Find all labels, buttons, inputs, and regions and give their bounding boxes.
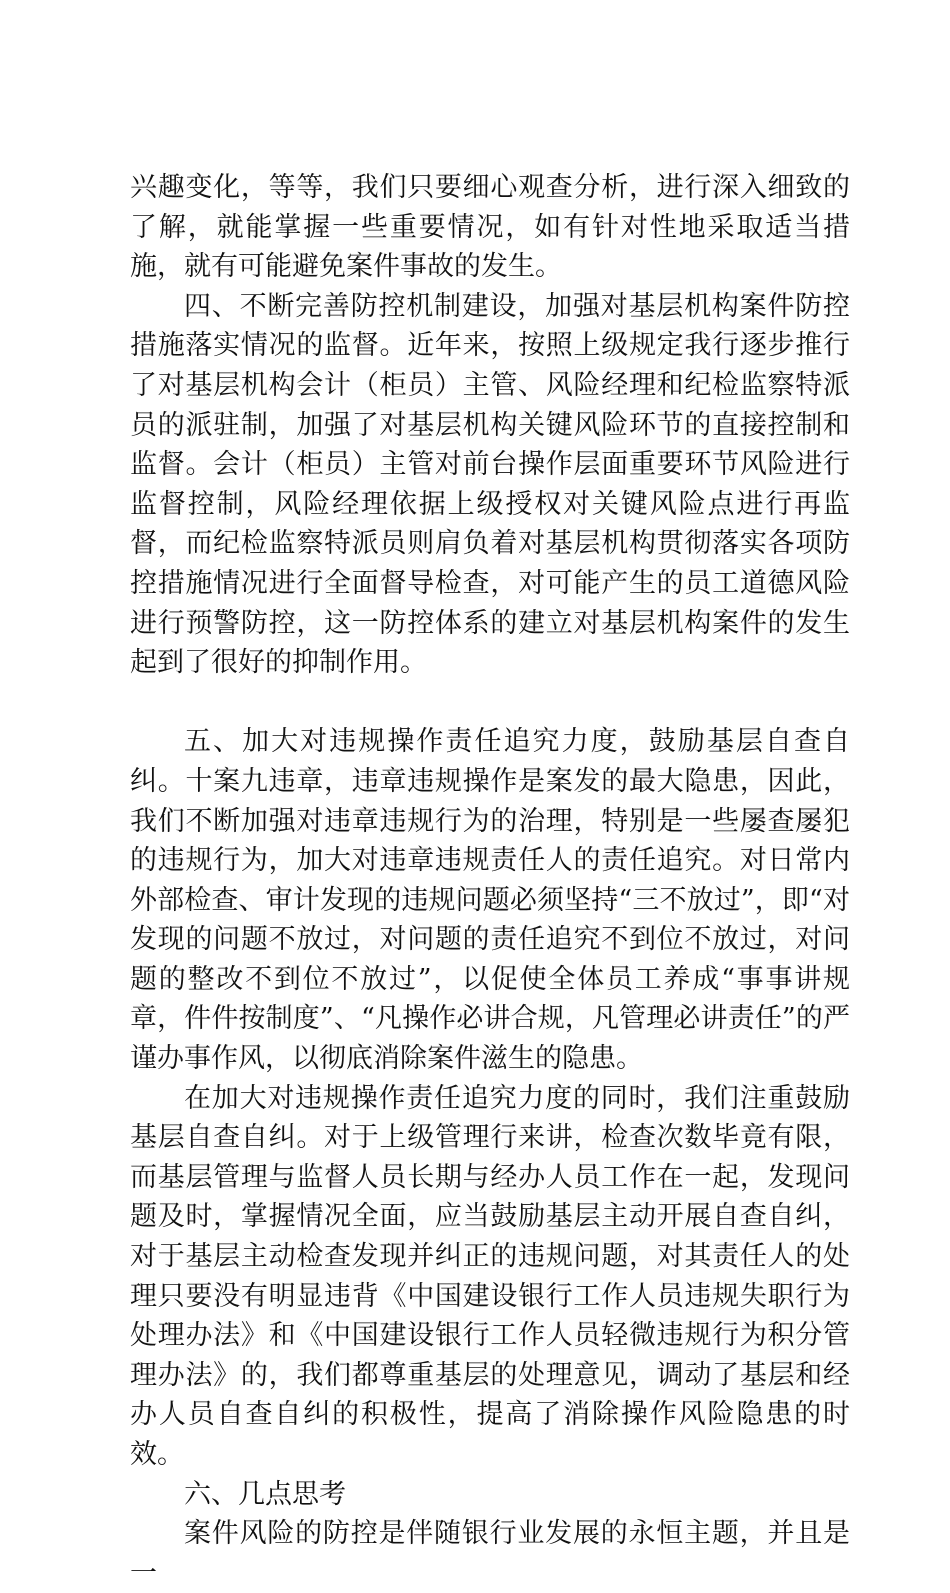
section-heading-six: 六、几点思考	[184, 1478, 346, 1510]
document-page	[130, 168, 850, 1593]
paragraph-section-four: 四、不断完善防控机制建设，加强对基层机构案件防控措施落实情况的监督。近年来，按照上级规定我行逐步推行了对基层机构会计（柜员）主管、风险经理和纪检监察特派员的派驻制，加强了对基层机构关键风险环节的直接控制和监督。会计（柜员）主管对前台操作层面重要环节风险进行监督控制，风险经理依据上级授权对关键风险点进行再监督，而纪检监察特派员则肩负着对基层机构贯彻落实各项防控措施情况进行全面督导检查，对可能产生的员工道德风险进行预警防控，这一防控体系的建立对基层机构案件的发生起到了很好的抑制作用。	[130, 290, 850, 679]
paragraph-section-five: 五、加大对违规操作责任追究力度，鼓励基层自查自纠。十案九违章，违章违规操作是案发的最大隐患，因此，我们不断加强对违章违规行为的治理，特别是一些屡查屡犯的违规行为，加大对违章违规责任人的责任追究。对日常内外部检查、审计发现的违规问题必须坚持“三不放过”，即“对发现的问题不放过，对问题的责任追究不到位不放过，对问题的整改不到位不放过”，以促使全体员工养成“事事讲规章，件件按制度”、“凡操作必讲合规，凡管理必讲责任”的严谨办事作风，以彻底消除案件滋生的隐患。	[130, 726, 850, 1075]
paragraph-thoughts: 案件风险的防控是伴随银行业发展的永恒主题，并且是一	[130, 1518, 850, 1589]
paragraph-spacer	[130, 683, 850, 723]
paragraph-self-check: 在加大对违规操作责任追究力度的同时，我们注重鼓励基层自查自纠。对于上级管理行来讲，检查次数毕竟有限，而基层管理与监督人员长期与经办人员工作在一起，发现问题及时，掌握情况全面，应当鼓励基层主动开展自查自纠，对于基层主动检查发现并纠正的违规问题，对其责任人的处理只要没有明显违背《中国建设银行工作人员违规失职行为处理办法》和《中国建设银行工作人员轻微违规行为积分管理办法》的，我们都尊重基层的处理意见，调动了基层和经办人员自查自纠的积极性，提高了消除操作风险隐患的时效。	[130, 1082, 850, 1470]
paragraph-continuation: 兴趣变化，等等，我们只要细心观查分析，进行深入细致的了解，就能掌握一些重要情况，如有针对性地采取适当措施，就有可能避免案件事故的发生。	[130, 172, 850, 283]
